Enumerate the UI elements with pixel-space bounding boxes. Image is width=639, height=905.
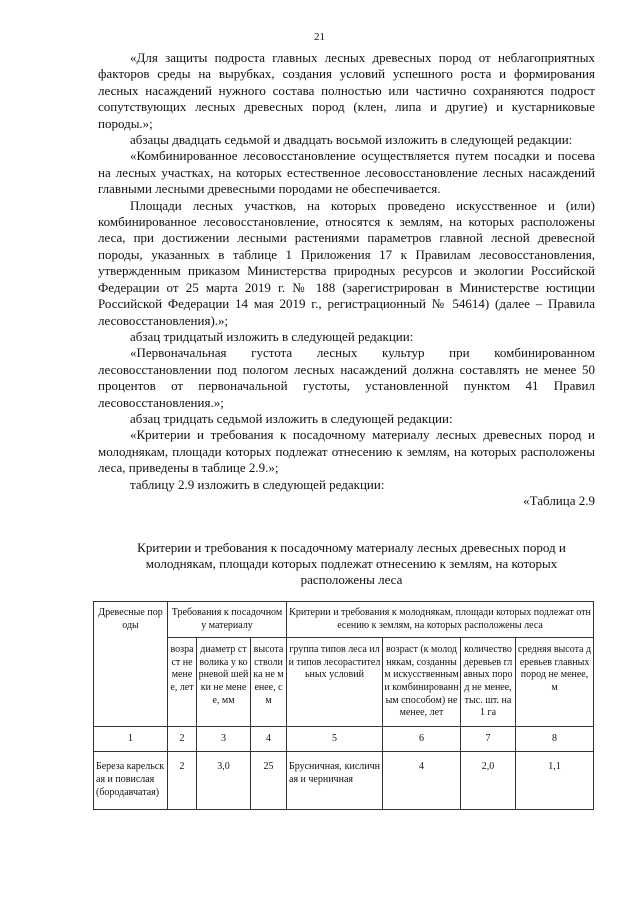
column-number: 4 (251, 726, 287, 752)
column-number: 6 (383, 726, 461, 752)
species-cell: Береза карельская и повислая (бородавчатая) (94, 752, 168, 810)
column-number: 7 (461, 726, 516, 752)
paragraph: абзац тридцатый изложить в следующей редакции: (130, 328, 414, 344)
column-number: 1 (94, 726, 168, 752)
subheader-cell: возраст (к молоднякам, созданным искусственным и комбинированным способом) не менее, лет (383, 638, 461, 727)
column-number: 2 (168, 726, 197, 752)
page-number: 21 (314, 31, 325, 43)
paragraph: «Критерии и требования к посадочному материалу лесных древесных пород и молоднякам, площади которых подлежат отнесению к землям, на которых расположены леса, приведены в таблице 2.9.»; (98, 427, 595, 476)
column-number: 5 (287, 726, 383, 752)
table-header-row (94, 602, 594, 638)
column-number-row (94, 726, 594, 752)
header-species: Древесные породы (94, 602, 168, 727)
paragraph: абзац тридцать седьмой изложить в следующей редакции: (130, 410, 453, 426)
paragraph: Площади лесных участков, на которых проведено искусственное и (или) комбинированное лесовосстановление, относятся к землям, на которых расположены леса, при достижении лесными растениями параметров главной лесной древесной породы, указанных в таблице 1 Приложения 17 к Правилам лесовосстановления, утвержденным приказом Министерства природных ресурсов и экологии Российской Федерации от 25 марта 2019 г. № 188 (зарегистрирован в Министерстве юстиции Российской Федерации 14 мая 2019 г., регистрационный № 54614) (далее – Правила лесовосстановления).»; (98, 197, 595, 328)
age-cell: 2 (168, 752, 197, 810)
forest-type-cell: Брусничная, кисличная и черничная (287, 752, 383, 810)
column-number: 3 (197, 726, 251, 752)
column-number: 8 (516, 726, 594, 752)
criteria-table (93, 601, 594, 810)
subheader-cell: средняя высота деревьев главных пород не менее, м (516, 638, 594, 727)
table-title: Критерии и требования к посадочному материалу лесных древесных пород и молоднякам, площади которых подлежат отнесению к землям, на которых расположены леса (137, 540, 566, 587)
height-cell: 25 (251, 752, 287, 810)
subheader-cell: диаметр стволика у корневой шейки не менее, мм (197, 638, 251, 727)
document-body (98, 50, 595, 509)
paragraph: «Комбинированное лесовосстановление осуществляется путем посадки и посева на лесных участках, на которых естественное лесовосстановление лесных насаждений главными лесными древесными породами не обеспечивается. (98, 148, 595, 197)
table-row (94, 752, 594, 810)
paragraph: «Для защиты подроста главных лесных древесных пород от неблагоприятных факторов среды на вырубках, создания условий успешного роста и формирования лесных насаждений нужного состава полностью или частично сохраняются подрост сопутствующих лесных древесных пород (клен, липа и другие) и кустарниковые породы.»; (98, 50, 595, 131)
diameter-cell: 3,0 (197, 752, 251, 810)
subheader-cell: высота стволика не менее, см (251, 638, 287, 727)
young-age-cell: 4 (383, 752, 461, 810)
subheader-cell: группа типов леса или типов лесорастительных условий (287, 638, 383, 727)
header-young-stands: Критерии и требования к молоднякам, площади которых подлежат отнесению к землям, на которых расположены леса (287, 602, 594, 638)
tree-count-cell: 2,0 (461, 752, 516, 810)
paragraph: «Первоначальная густота лесных культур при комбинированном лесовосстановлении под пологом лесных насаждений должна составлять не менее 50 процентов от первоначальной густоты, установленной пунктом 41 Правил лесовосстановления.»; (98, 345, 595, 410)
paragraph: абзацы двадцать седьмой и двадцать восьмой изложить в следующей редакции: (130, 132, 573, 148)
subheader-cell: количество деревьев главных пород не менее, тыс. шт. на 1 га (461, 638, 516, 727)
header-planting-material: Требования к посадочному материалу (168, 602, 287, 638)
table-label: «Таблица 2.9 (523, 492, 595, 508)
subheader-cell: возраст не менее, лет (168, 638, 197, 727)
table-subheader-row (94, 638, 594, 727)
paragraph: таблицу 2.9 изложить в следующей редакции: (130, 476, 385, 492)
avg-height-cell: 1,1 (516, 752, 594, 810)
